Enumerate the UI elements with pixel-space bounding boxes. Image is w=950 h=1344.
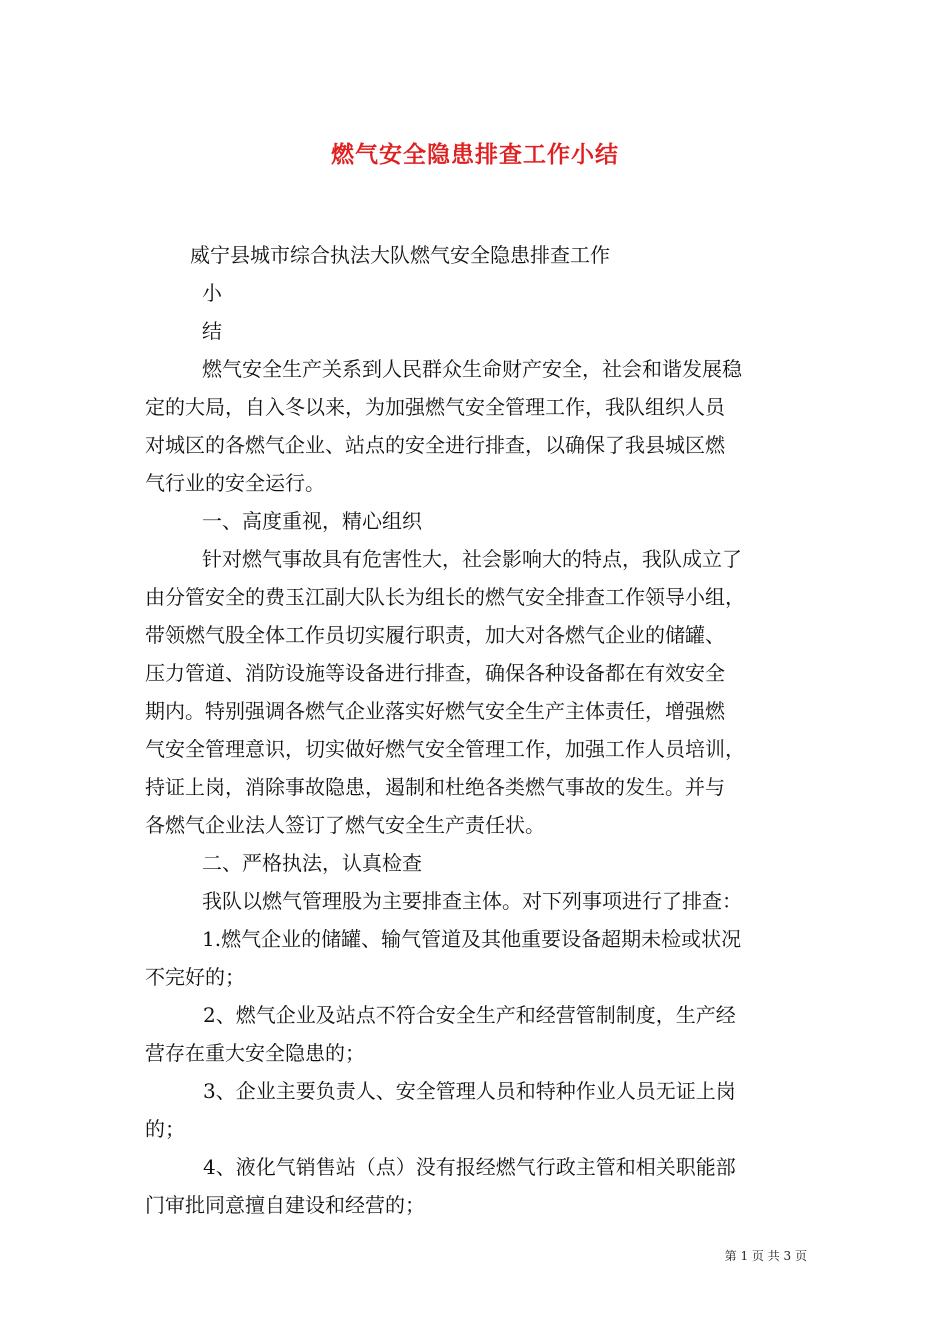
list-item-line: 不完好的； <box>145 965 245 989</box>
section-heading: 二、严格执法，认真检查 <box>202 851 422 875</box>
paragraph-line: 气安全管理意识，切实做好燃气安全管理工作，加强工作人员培训， <box>145 737 745 761</box>
paragraph-line: 气行业的安全运行。 <box>145 471 325 495</box>
paragraph-line: 各燃气企业法人签订了燃气安全生产责任状。 <box>145 813 545 837</box>
list-item-line: 4、液化气销售站（点）没有报经燃气行政主管和相关职能部 <box>203 1155 736 1179</box>
list-item-line: 的； <box>145 1117 185 1141</box>
subtitle-line: 结 <box>202 319 222 343</box>
paragraph-line: 燃气安全生产关系到人民群众生命财产安全，社会和谐发展稳 <box>202 357 742 381</box>
paragraph-line: 我队以燃气管理股为主要排查主体。对下列事项进行了排查： <box>202 889 742 913</box>
list-item-line: 1.燃气企业的储罐、输气管道及其他重要设备超期未检或状况 <box>202 927 742 951</box>
subtitle-line: 威宁县城市综合执法大队燃气安全隐患排查工作 <box>190 243 610 267</box>
paragraph-line: 针对燃气事故具有危害性大，社会影响大的特点，我队成立了 <box>202 547 742 571</box>
subtitle-line: 小 <box>202 281 222 305</box>
paragraph-line: 持证上岗，消除事故隐患，遏制和杜绝各类燃气事故的发生。并与 <box>145 775 725 799</box>
paragraph-line: 期内。特别强调各燃气企业落实好燃气安全生产主体责任，增强燃 <box>145 699 725 723</box>
list-item-line: 门审批同意擅自建设和经营的； <box>145 1193 425 1217</box>
section-heading: 一、高度重视，精心组织 <box>202 509 422 533</box>
paragraph-line: 压力管道、消防设施等设备进行排查，确保各种设备都在有效安全 <box>145 661 725 685</box>
list-item-line: 2、燃气企业及站点不符合安全生产和经营管制制度，生产经 <box>203 1003 736 1027</box>
paragraph-line: 带领燃气股全体工作员切实履行职责，加大对各燃气企业的储罐、 <box>145 623 725 647</box>
paragraph-line: 定的大局，自入冬以来，为加强燃气安全管理工作，我队组织人员 <box>145 395 725 419</box>
page-number: 第 1 页 共 3 页 <box>724 1249 807 1263</box>
document-title: 燃气安全隐患排查工作小结 <box>331 141 619 168</box>
list-item-line: 营存在重大安全隐患的； <box>145 1041 365 1065</box>
paragraph-line: 由分管安全的费玉江副大队长为组长的燃气安全排查工作领导小组， <box>145 585 745 609</box>
document-body <box>145 236 825 1224</box>
list-item-line: 3、企业主要负责人、安全管理人员和特种作业人员无证上岗 <box>203 1079 736 1103</box>
paragraph-line: 对城区的各燃气企业、站点的安全进行排查，以确保了我县城区燃 <box>145 433 725 457</box>
